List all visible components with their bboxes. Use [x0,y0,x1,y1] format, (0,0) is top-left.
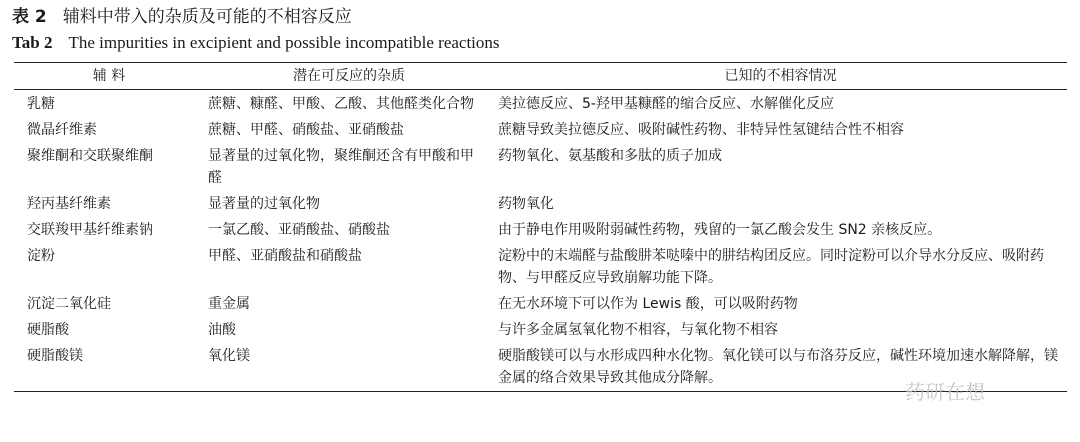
table-caption-en: The impurities in excipient and possible incompatible reactions [68,33,500,52]
cell-incompatibility: 淀粉中的末端醛与盐酸肼苯哒嗪中的肼结构团反应。同时淀粉可以介导水分反应、吸附药物、与甲醛反应导致崩解功能下降。 [498,248,1044,286]
cell-excipient: 乳糖 [27,96,55,112]
cell-incompatibility: 美拉德反应、5-羟甲基糠醛的缩合反应、水解催化反应 [498,96,834,112]
cell-incompatibility: 蔗糖导致美拉德反应、吸附碱性药物、非特异性氢键结合性不相容 [498,122,904,138]
table-row [14,90,1067,118]
table-row [14,117,1067,143]
cell-impurities: 显著量的过氧化物 [208,196,320,212]
cell-impurities: 显著量的过氧化物，聚维酮还含有甲酸和甲醛 [208,148,474,186]
table-title-cn [12,6,352,28]
header-impurities: 潜在可反应的杂质 [293,68,405,84]
cell-impurities: 重金属 [208,296,250,312]
cell-incompatibility: 药物氧化 [498,196,554,212]
table-row [14,191,1067,217]
cell-impurities: 甲醛、亚硝酸盐和硝酸盐 [208,248,362,264]
cell-incompatibility: 硬脂酸镁可以与水形成四种水化物。氧化镁可以与布洛芬反应，碱性环境加速水解降解，镁金属的络合效果导致其他成分降解。 [498,348,1058,386]
cell-excipient: 沉淀二氧化硅 [27,296,111,312]
table-row [14,243,1067,291]
cell-excipient: 淀粉 [27,248,55,264]
cell-impurities: 油酸 [208,322,236,338]
cell-incompatibility: 与许多金属氢氧化物不相容，与氧化物不相容 [498,322,778,338]
impurities-table [14,62,1067,392]
table-row [14,317,1067,343]
cell-excipient: 聚维酮和交联聚维酮 [27,148,153,164]
header-excipient: 辅 料 [92,68,126,84]
table-number-en: Tab 2 [12,33,53,52]
cell-impurities: 氧化镁 [208,348,250,364]
table-caption-cn: 辅料中带入的杂质及可能的不相容反应 [62,7,352,27]
cell-excipient: 羟丙基纤维素 [27,196,111,212]
header-incompatibility: 已知的不相容情况 [724,68,837,84]
cell-impurities: 一氯乙酸、亚硝酸盐、硝酸盐 [208,222,390,238]
table-header-row [14,63,1067,90]
cell-incompatibility: 药物氧化、氨基酸和多肽的质子加成 [498,148,722,164]
table-title-en [12,32,500,54]
cell-excipient: 微晶纤维素 [27,122,97,138]
cell-impurities: 蔗糖、糠醛、甲酸、乙酸、其他醛类化合物 [208,96,474,112]
table-row [14,217,1067,243]
table-row [14,143,1067,191]
cell-excipient: 硬脂酸 [27,322,69,338]
cell-incompatibility: 在无水环境下可以作为 Lewis 酸，可以吸附药物 [498,296,798,312]
table-number-cn: 表 2 [12,7,47,27]
cell-incompatibility: 由于静电作用吸附弱碱性药物，残留的一氯乙酸会发生 SN2 亲核反应。 [498,222,942,238]
cell-impurities: 蔗糖、甲醛、硝酸盐、亚硝酸盐 [208,122,404,138]
cell-excipient: 交联羧甲基纤维素钠 [27,222,153,238]
cell-excipient: 硬脂酸镁 [27,348,83,364]
table-row [14,291,1067,317]
watermark-text: 药研在想 [905,380,985,404]
